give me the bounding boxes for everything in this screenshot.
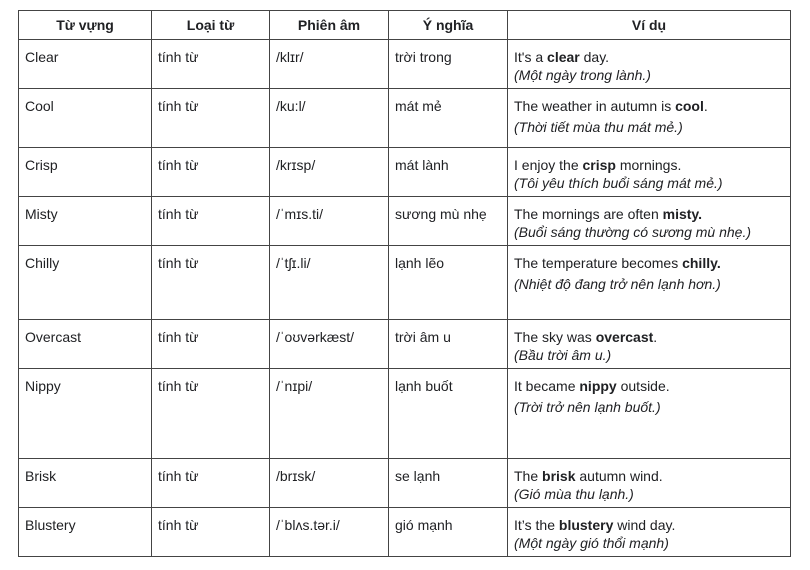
- meaning-cell: sương mù nhẹ: [389, 197, 508, 246]
- table-row: [19, 197, 791, 246]
- word-type-cell: tính từ: [152, 89, 270, 148]
- example-text-post: outside.: [616, 378, 670, 394]
- table-row: [19, 148, 791, 197]
- example-sentence: [514, 377, 784, 395]
- table-row: [19, 40, 791, 89]
- ipa-cell: /klɪr/: [270, 40, 389, 89]
- word-cell: Crisp: [19, 148, 152, 197]
- example-text-pre: I enjoy the: [514, 157, 583, 173]
- word-type-cell: tính từ: [152, 40, 270, 89]
- word-cell: Nippy: [19, 369, 152, 459]
- example-text-pre: The sky was: [514, 329, 596, 345]
- example-translation: (Một ngày trong lành.): [514, 67, 651, 83]
- meaning-cell: mát mẻ: [389, 89, 508, 148]
- ipa-cell: /ˈnɪpi/: [270, 369, 389, 459]
- example-keyword: overcast: [595, 329, 654, 345]
- example-translation: (Trời trở nên lạnh buốt.): [514, 399, 661, 415]
- word-cell: Brisk: [19, 459, 152, 508]
- example-text-pre: The weather in autumn is: [514, 98, 676, 114]
- ipa-cell: /ˈblʌs.tər.i/: [270, 508, 389, 557]
- example-keyword: chilly.: [682, 255, 721, 271]
- ipa-cell: /ˈtʃɪ.li/: [270, 246, 389, 320]
- word-type-cell: tính từ: [152, 369, 270, 459]
- vocabulary-table: [18, 10, 791, 557]
- ipa-cell: /ku:l/: [270, 89, 389, 148]
- example-cell: [508, 89, 791, 148]
- example-cell: [508, 508, 791, 557]
- meaning-cell: mát lành: [389, 148, 508, 197]
- header-type: Loại từ: [152, 11, 270, 40]
- example-text-post: .: [653, 329, 658, 345]
- example-text-pre: The temperature becomes: [514, 255, 683, 271]
- example-text-pre: It’s the: [514, 517, 559, 533]
- example-cell: [508, 459, 791, 508]
- example-text-pre: It's a: [514, 49, 548, 65]
- example-sentence: [514, 48, 784, 66]
- word-type-cell: tính từ: [152, 246, 270, 320]
- table-row: [19, 508, 791, 557]
- header-example: Ví dụ: [508, 11, 791, 40]
- word-type-cell: tính từ: [152, 508, 270, 557]
- example-text-pre: The: [514, 468, 543, 484]
- word-cell: Blustery: [19, 508, 152, 557]
- example-text-post: mornings.: [615, 157, 682, 173]
- ipa-cell: /ˈoʊvərkæst/: [270, 320, 389, 369]
- example-translation: (Buổi sáng thường có sương mù nhẹ.): [514, 224, 752, 240]
- header-row: [19, 11, 791, 40]
- word-type-cell: tính từ: [152, 320, 270, 369]
- header-ipa: Phiên âm: [270, 11, 389, 40]
- table-row: [19, 320, 791, 369]
- meaning-cell: trời âm u: [389, 320, 508, 369]
- example-sentence: [514, 254, 784, 272]
- meaning-cell: trời trong: [389, 40, 508, 89]
- word-cell: Cool: [19, 89, 152, 148]
- example-translation: (Bầu trời âm u.): [514, 347, 612, 363]
- table-row: [19, 369, 791, 459]
- example-keyword: clear: [547, 49, 580, 65]
- ipa-cell: /ˈmɪs.ti/: [270, 197, 389, 246]
- example-text-pre: The mornings are often: [514, 206, 663, 222]
- example-text-post: autumn wind.: [575, 468, 663, 484]
- example-sentence: [514, 97, 784, 115]
- example-translation: (Tôi yêu thích buổi sáng mát mẻ.): [514, 175, 723, 191]
- example-sentence: [514, 467, 784, 485]
- example-cell: [508, 246, 791, 320]
- example-keyword: nippy: [579, 378, 617, 394]
- example-text-pre: It became: [514, 378, 580, 394]
- example-sentence: [514, 516, 784, 534]
- word-cell: Clear: [19, 40, 152, 89]
- ipa-cell: /krɪsp/: [270, 148, 389, 197]
- word-cell: Chilly: [19, 246, 152, 320]
- word-type-cell: tính từ: [152, 148, 270, 197]
- example-translation: (Thời tiết mùa thu mát mẻ.): [514, 119, 683, 135]
- header-word: Từ vựng: [19, 11, 152, 40]
- example-text-post: .: [703, 98, 708, 114]
- example-cell: [508, 369, 791, 459]
- meaning-cell: lạnh lẽo: [389, 246, 508, 320]
- example-keyword: crisp: [582, 157, 616, 173]
- example-keyword: cool: [675, 98, 704, 114]
- word-cell: Overcast: [19, 320, 152, 369]
- example-sentence: [514, 205, 784, 223]
- example-cell: [508, 148, 791, 197]
- example-cell: [508, 197, 791, 246]
- meaning-cell: se lạnh: [389, 459, 508, 508]
- ipa-cell: /brɪsk/: [270, 459, 389, 508]
- table-row: [19, 89, 791, 148]
- example-cell: [508, 40, 791, 89]
- example-sentence: [514, 328, 784, 346]
- word-type-cell: tính từ: [152, 197, 270, 246]
- example-keyword: blustery: [558, 517, 614, 533]
- word-type-cell: tính từ: [152, 459, 270, 508]
- table-row: [19, 246, 791, 320]
- example-text-post: day.: [579, 49, 610, 65]
- example-cell: [508, 320, 791, 369]
- header-meaning: Ý nghĩa: [389, 11, 508, 40]
- example-keyword: misty.: [662, 206, 703, 222]
- meaning-cell: gió mạnh: [389, 508, 508, 557]
- example-translation: (Gió mùa thu lạnh.): [514, 486, 634, 502]
- example-translation: (Nhiệt độ đang trở nên lạnh hơn.): [514, 276, 721, 292]
- example-sentence: [514, 156, 784, 174]
- example-translation: (Một ngày gió thổi mạnh): [514, 535, 669, 551]
- example-text-post: wind day.: [613, 517, 676, 533]
- meaning-cell: lạnh buốt: [389, 369, 508, 459]
- word-cell: Misty: [19, 197, 152, 246]
- example-keyword: brisk: [542, 468, 576, 484]
- table-row: [19, 459, 791, 508]
